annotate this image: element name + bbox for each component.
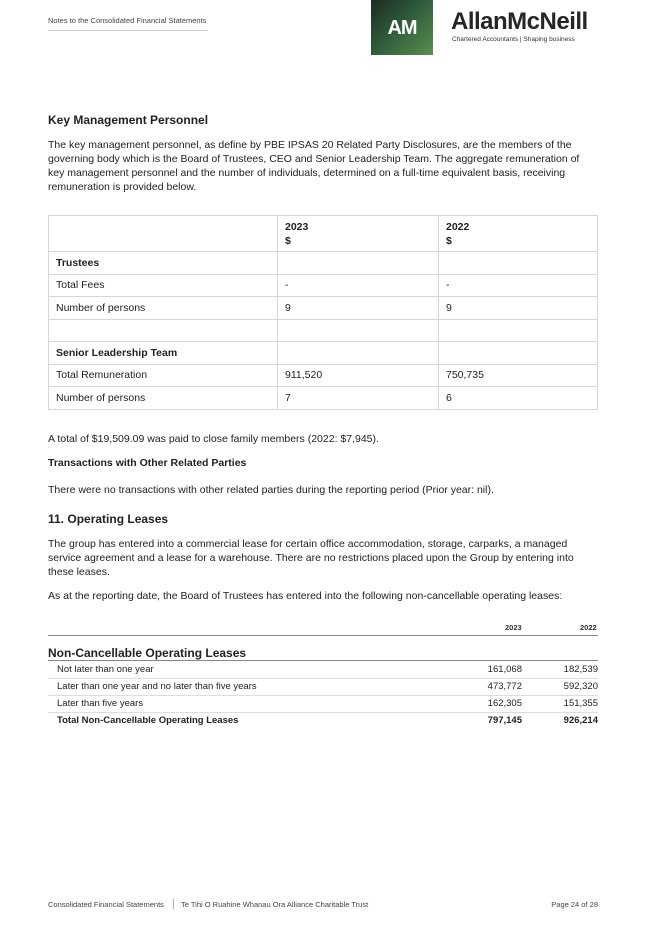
kmp-table xyxy=(48,215,598,410)
table-total-row xyxy=(48,712,598,729)
lease-row-label: Not later than one year xyxy=(57,664,154,675)
kmp-heading: Key Management Personnel xyxy=(48,113,209,127)
header-note: Notes to the Consolidated Financial Statements xyxy=(48,16,207,25)
lease-row-label: Later than five years xyxy=(57,698,144,709)
kmp-header-2022 xyxy=(439,216,598,252)
allanmcneill-logo-icon xyxy=(371,0,433,55)
lease-total-label: Total Non-Cancellable Operating Leases xyxy=(57,715,239,726)
kmp-paragraph: The key management personnel, as define by PBE IPSAS 20 Related Party Disclosures, are the members of the governing body which is the Board of Trustees, CEO and Senior Leadership Team. The aggregate remuneration of key management personnel and the number of individuals, determined on a full-time equivalent basis, receiving remuneration is provided below. xyxy=(48,139,580,193)
other-parties-heading: Transactions with Other Related Parties xyxy=(48,457,247,469)
kmp-header-2023 xyxy=(278,216,439,252)
table-row xyxy=(49,274,598,297)
footer-divider xyxy=(173,898,174,910)
table-row xyxy=(49,342,598,365)
slt-persons-2022: 6 xyxy=(439,387,598,410)
total-fees-2022: - xyxy=(439,274,598,297)
logo-tagline: Chartered Accountants | Shaping business xyxy=(452,36,575,43)
lease-row-2022: 151,355 xyxy=(563,698,598,709)
table-row xyxy=(48,678,598,696)
header-divider xyxy=(48,30,208,31)
leases-paragraph-1: The group has entered into a commercial lease for certain office accommodation, storage, carparks, a managed service agreement and a lease for a warehouse. There are no restrictions placed upon the Group by entering into these leases. xyxy=(48,538,574,578)
total-fees-2023: - xyxy=(278,274,439,297)
leases-table-title: Non-Cancellable Operating Leases xyxy=(48,646,247,660)
table-row xyxy=(49,387,598,410)
lease-row-2022: 182,539 xyxy=(563,664,598,675)
footer-organisation: Te Tihi O Ruahine Whanau Ora Alliance Charitable Trust xyxy=(181,900,369,909)
leases-header-rule xyxy=(48,635,598,636)
lease-row-2023: 161,068 xyxy=(487,664,522,675)
slt-persons-label: Number of persons xyxy=(49,387,278,410)
kmp-unit-2022: $ xyxy=(446,234,452,247)
lease-row-2023: 473,772 xyxy=(487,681,522,692)
other-parties-text: There were no transactions with other related parties during the reporting period (Prior year: nil). xyxy=(48,484,494,496)
logo-name: AllanMcNeill xyxy=(451,8,588,35)
family-note: A total of $19,509.09 was paid to close family members (2022: $7,945). xyxy=(48,433,379,445)
kmp-year-2023: 2023 xyxy=(285,220,309,233)
lease-total-2023: 797,145 xyxy=(487,715,522,726)
slt-persons-2023: 7 xyxy=(278,387,439,410)
logo-mark-text: AM xyxy=(387,17,417,39)
leases-col-2022: 2022 xyxy=(580,623,597,632)
kmp-year-2022: 2022 xyxy=(446,220,470,233)
kmp-unit-2023: $ xyxy=(285,234,291,247)
footer-left: Consolidated Financial Statements xyxy=(48,900,164,909)
table-row xyxy=(48,661,598,679)
total-fees-label: Total Fees xyxy=(49,274,278,297)
lease-row-label: Later than one year and no later than five years xyxy=(57,681,257,692)
lease-row-2023: 162,305 xyxy=(487,698,522,709)
table-row xyxy=(49,297,598,320)
table-row xyxy=(48,695,598,713)
trustee-persons-2022: 9 xyxy=(439,297,598,320)
page-number: Page 24 of 28 xyxy=(551,900,598,909)
trustees-label: Trustees xyxy=(49,252,278,275)
table-row-spacer xyxy=(49,319,598,342)
lease-row-2022: 592,320 xyxy=(563,681,598,692)
kmp-header-blank xyxy=(49,216,278,252)
total-rem-2022: 750,735 xyxy=(439,364,598,387)
leases-col-2023: 2023 xyxy=(505,623,522,632)
leases-heading: 11. Operating Leases xyxy=(48,512,169,526)
leases-paragraph-2: As at the reporting date, the Board of Trustees has entered into the following non-cancellable operating leases: xyxy=(48,590,563,602)
slt-label: Senior Leadership Team xyxy=(49,342,278,365)
trustee-persons-2023: 9 xyxy=(278,297,439,320)
total-rem-2023: 911,520 xyxy=(278,364,439,387)
trustee-persons-label: Number of persons xyxy=(49,297,278,320)
total-rem-label: Total Remuneration xyxy=(49,364,278,387)
table-row xyxy=(49,364,598,387)
lease-total-2022: 926,214 xyxy=(563,715,598,726)
table-row xyxy=(49,252,598,275)
kmp-header-row xyxy=(49,216,598,252)
